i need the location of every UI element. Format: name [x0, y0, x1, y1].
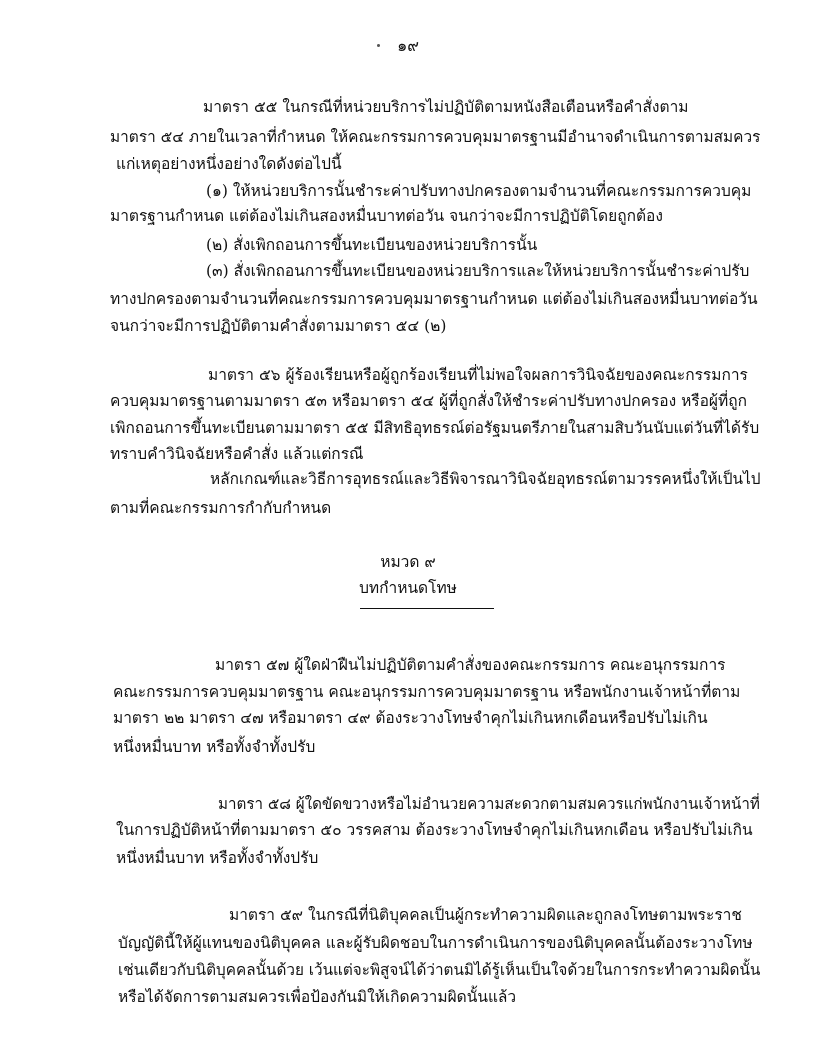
section-56-line-2: ควบคุมมาตรฐานตามมาตรา ๕๓ หรือมาตรา ๕๔ ผู้ที่ถูกสั่งให้ชำระค่าปรับทางปกครอง หรือผู้ที่ถูก [110, 392, 747, 410]
section-59-line-2: บัญญัตินี้ให้ผู้แทนของนิติบุคคล และผู้รับผิดชอบในการดำเนินการของนิติบุคคลนั้นต้องระวางโทษ [118, 934, 753, 952]
section-56-line-4: ทราบคำวินิจฉัยหรือคำสั่ง แล้วแต่กรณี [110, 445, 364, 463]
section-56-line-6: ตามที่คณะกรรมการกำกับกำหนด [110, 499, 332, 517]
section-57-line-3: มาตรา ๒๒ มาตรา ๔๗ หรือมาตรา ๔๙ ต้องระวางโทษจำคุกไม่เกินหกเดือนหรือปรับไม่เกิน [113, 709, 708, 727]
section-59-line-3: เช่นเดียวกับนิติบุคคลนั้นด้วย เว้นแต่จะพิสูจน์ได้ว่าตนมิได้รู้เห็นเป็นใจด้วยในการกระทำความผิดนั้น [118, 961, 761, 979]
section-57-line-4: หนึ่งหมื่นบาท หรือทั้งจำทั้งปรับ [113, 738, 316, 756]
section-58-line-1: มาตรา ๕๘ ผู้ใดขัดขวางหรือไม่อำนวยความสะดวกตามสมควรแก่พนักงานเจ้าหน้าที่ [218, 795, 760, 813]
section-55-item-3: (๓) สั่งเพิกถอนการขึ้นทะเบียนของหน่วยบริการและให้หน่วยบริการนั้นชำระค่าปรับ [206, 262, 750, 280]
section-57-line-1: มาตรา ๕๗ ผู้ใดฝ่าฝืนไม่ปฏิบัติตามคำสั่งของคณะกรรมการ คณะอนุกรรมการ [215, 656, 726, 674]
chapter-number: หมวด ๙ [380, 553, 436, 571]
section-55-line-1: มาตรา ๕๕ ในกรณีที่หน่วยบริการไม่ปฏิบัติตามหนังสือเตือนหรือคำสั่งตาม [203, 98, 689, 116]
section-55-line-8: ทางปกครองตามจำนวนที่คณะกรรมการควบคุมมาตรฐานกำหนด แต่ต้องไม่เกินสองหมื่นบาทต่อวัน [110, 290, 758, 308]
section-58-line-3: หนึ่งหมื่นบาท หรือทั้งจำทั้งปรับ [116, 849, 319, 867]
section-56-line-1: มาตรา ๕๖ ผู้ร้องเรียนหรือผู้ถูกร้องเรียนที่ไม่พอใจผลการวินิจฉัยของคณะกรรมการ [208, 366, 748, 384]
section-59-line-1: มาตรา ๕๙ ในกรณีที่นิติบุคคลเป็นผู้กระทำความผิดและถูกลงโทษตามพระราช [229, 906, 742, 924]
section-55-line-9: จนกว่าจะมีการปฏิบัติตามคำสั่งตามมาตรา ๕๔ (๒) [110, 317, 447, 335]
chapter-underline [360, 608, 494, 609]
section-57-line-2: คณะกรรมการควบคุมมาตรฐาน คณะอนุกรรมการควบคุมมาตรฐาน หรือพนักงานเจ้าหน้าที่ตาม [113, 683, 741, 701]
section-55-line-2: มาตรา ๕๔ ภายในเวลาที่กำหนด ให้คณะกรรมการควบคุมมาตรฐานมีอำนาจดำเนินการตามสมควร [110, 128, 761, 146]
section-56-line-3: เพิกถอนการขึ้นทะเบียนตามมาตรา ๕๕ มีสิทธิอุทธรณ์ต่อรัฐมนตรีภายในสามสิบวันนับแต่วันที่ได้รับ [110, 419, 760, 437]
section-55-item-1: (๑) ให้หน่วยบริการนั้นชำระค่าปรับทางปกครองตามจำนวนที่คณะกรรมการควบคุม [206, 182, 752, 200]
page-number: ๑๙ [397, 36, 419, 55]
section-58-line-2: ในการปฏิบัติหน้าที่ตามมาตรา ๕๐ วรรคสาม ต้องระวางโทษจำคุกไม่เกินหกเดือน หรือปรับไม่เกิน [116, 821, 753, 839]
section-56-paragraph-2: หลักเกณฑ์และวิธีการอุทธรณ์และวิธีพิจารณาวินิจฉัยอุทธรณ์ตามวรรคหนึ่งให้เป็นไป [210, 470, 761, 488]
section-55-line-5: มาตรฐานกำหนด แต่ต้องไม่เกินสองหมื่นบาทต่อวัน จนกว่าจะมีการปฏิบัติโดยถูกต้อง [110, 207, 663, 225]
section-55-item-2: (๒) สั่งเพิกถอนการขึ้นทะเบียนของหน่วยบริการนั้น [206, 236, 538, 254]
section-55-line-3: แก่เหตุอย่างหนึ่งอย่างใดดังต่อไปนี้ [116, 155, 342, 173]
section-59-line-4: หรือได้จัดการตามสมควรเพื่อป้องกันมิให้เกิดความผิดนั้นแล้ว [118, 988, 517, 1006]
chapter-title: บทกำหนดโทษ [359, 579, 457, 597]
